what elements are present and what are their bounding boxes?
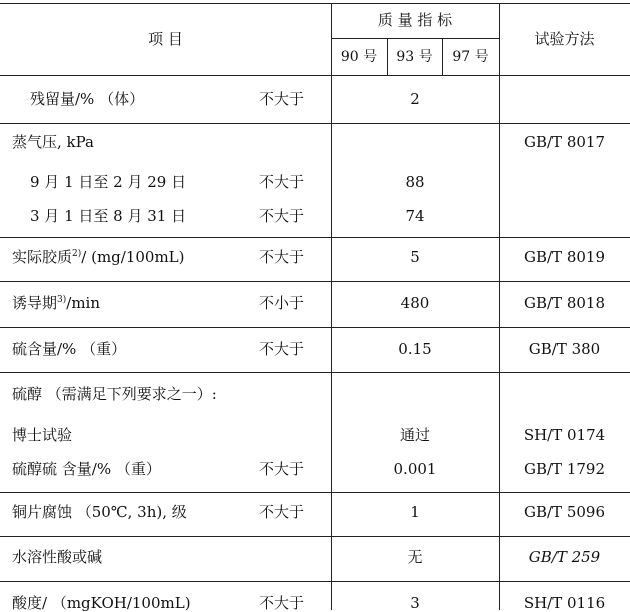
induction-limit: 不小于: [259, 294, 305, 312]
vapor-sub2-value: 74: [405, 207, 425, 225]
induction-unit: /min: [66, 294, 101, 312]
gum-value: 5: [410, 248, 420, 266]
vapor-sub1-name: 9 月 1 日至 2 月 29 日: [30, 173, 187, 191]
copper-value: 1: [410, 503, 420, 521]
doctor-value: 通过: [399, 426, 430, 444]
induction-footnote: 3): [57, 295, 67, 305]
header-subrule: [331, 38, 499, 39]
row-rule: [0, 372, 630, 373]
row-rule: [0, 492, 630, 493]
gum-name: [12, 248, 185, 266]
mercaptan-s-value: 0.001: [393, 460, 437, 478]
doctor-name: 博士试验: [12, 426, 73, 444]
row-rule: [0, 327, 630, 328]
gum-footnote: 2): [72, 249, 82, 259]
water-acid-method: GB/T 259: [528, 548, 601, 566]
row-rule: [0, 581, 630, 582]
copper-limit: 不大于: [259, 503, 305, 521]
vapor-sub2-limit: 不大于: [259, 207, 305, 225]
residue-value: 2: [410, 90, 420, 108]
row-rule: [0, 281, 630, 282]
row-rule: [0, 123, 630, 124]
residue-limit: 不大于: [259, 90, 305, 108]
header-quality: 质 量 指 标: [377, 11, 453, 29]
header-item: 项 目: [148, 30, 183, 48]
vapor-method: GB/T 8017: [523, 133, 605, 151]
mercaptan-s-limit: 不大于: [259, 460, 305, 478]
top-rule: [0, 3, 630, 4]
mercaptan-s-name: 硫醇硫 含量/% （重）: [12, 460, 161, 478]
induction-value: 480: [400, 294, 430, 312]
vapor-sub2-name: 3 月 1 日至 8 月 31 日: [30, 207, 187, 225]
induction-method: GB/T 8018: [523, 294, 605, 312]
doctor-method: SH/T 0174: [523, 426, 606, 444]
vapor-name: 蒸气压, kPa: [12, 133, 94, 151]
mercaptan-name: 硫醇 （需满足下列要求之一）:: [12, 385, 217, 403]
vapor-sub1-limit: 不大于: [259, 173, 305, 191]
gum-limit: 不大于: [259, 248, 305, 266]
residue-name: 残留量/% （体）: [30, 90, 145, 108]
sulfur-name: 硫含量/% （重）: [12, 340, 127, 358]
acidity-method: SH/T 0116: [523, 594, 606, 612]
header-grade-90: 90 号: [340, 49, 378, 65]
gum-unit: / (mg/100mL): [81, 248, 185, 266]
row-rule: [0, 237, 630, 238]
induction-label: 诱导期: [12, 294, 58, 312]
acidity-value: 3: [410, 594, 420, 612]
acidity-limit: 不大于: [259, 594, 305, 612]
acidity-name: 酸度/ （mgKOH/100mL): [12, 594, 191, 612]
header-grade-97: 97 号: [452, 49, 489, 65]
gum-method: GB/T 8019: [523, 248, 605, 266]
mercaptan-s-method: GB/T 1792: [523, 460, 605, 478]
header-grade-93: 93 号: [396, 49, 433, 65]
copper-method: GB/T 5096: [523, 503, 605, 521]
row-rule: [0, 536, 630, 537]
sulfur-value: 0.15: [398, 340, 432, 358]
water-acid-name: 水溶性酸或碱: [12, 548, 103, 566]
water-acid-value: 无: [407, 548, 423, 566]
header-rule: [0, 75, 630, 76]
vapor-sub1-value: 88: [405, 173, 425, 191]
sulfur-limit: 不大于: [259, 340, 305, 358]
copper-name: 铜片腐蚀 （50℃, 3h), 级: [12, 503, 187, 521]
header-method: 试验方法: [534, 30, 595, 48]
induction-name: [12, 294, 100, 312]
sulfur-method: GB/T 380: [528, 340, 601, 358]
gum-label: 实际胶质: [12, 248, 73, 266]
